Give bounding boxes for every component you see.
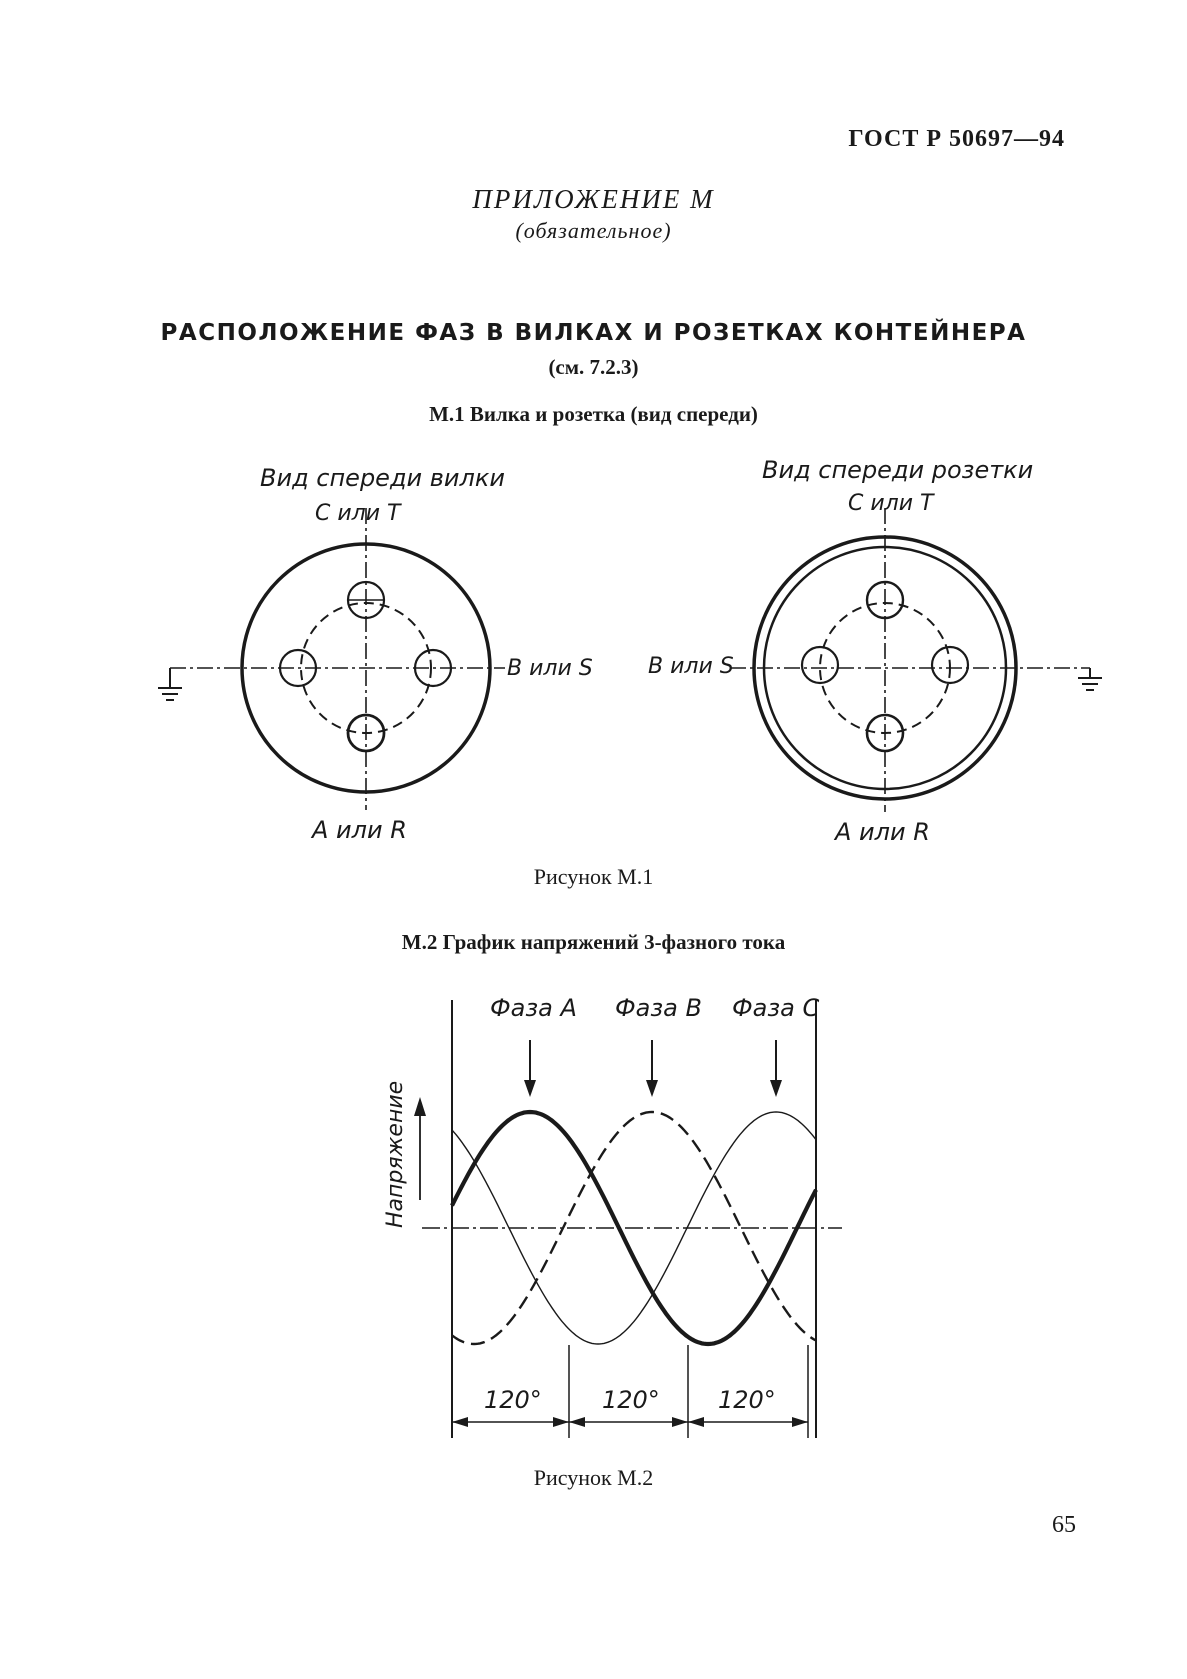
plug-top-label: С или Т xyxy=(315,501,401,526)
section2-heading: М.2 График напряжений 3-фазного тока xyxy=(401,930,786,954)
socket-title: Вид спереди розетки xyxy=(762,456,1034,484)
phase-b-pointer-head xyxy=(646,1080,658,1097)
document-number: ГОСТ Р 50697—94 xyxy=(848,126,1065,152)
socket-left-label: В или S xyxy=(648,654,734,679)
appendix-title: ПРИЛОЖЕНИЕ М xyxy=(472,184,715,214)
figure2-caption: Рисунок М.2 xyxy=(533,1465,654,1490)
plug-ground-icon xyxy=(158,668,182,700)
socket-top-label: С или Т xyxy=(848,491,934,516)
socket-diagram xyxy=(730,508,1102,812)
socket-ground-icon xyxy=(1078,668,1102,690)
phase-c-label: Фаза С xyxy=(732,994,820,1022)
main-reference: (см. 7.2.3) xyxy=(548,355,639,379)
y-arrow-head xyxy=(414,1097,426,1116)
page-number: 65 xyxy=(1052,1512,1076,1538)
plug-right-label: В или S xyxy=(507,656,593,681)
phase-a-label: Фаза А xyxy=(490,994,577,1022)
figure1-caption: Рисунок М.1 xyxy=(533,864,654,889)
voltage-graph xyxy=(414,1000,842,1438)
main-title: РАСПОЛОЖЕНИЕ ФАЗ В ВИЛКАХ И РОЗЕТКАХ КОНТЕЙНЕРА xyxy=(160,320,1027,346)
plug-bottom-label: А или R xyxy=(312,816,407,844)
section1-heading: М.1 Вилка и розетка (вид спереди) xyxy=(429,402,758,426)
phase-b-label: Фаза В xyxy=(615,994,702,1022)
interval-label-1: 120° xyxy=(484,1386,542,1414)
appendix-subtitle: (обязательное) xyxy=(515,218,672,243)
phase-a-pointer-head xyxy=(524,1080,536,1097)
y-axis-label: Напряжение xyxy=(383,1080,408,1228)
interval-label-2: 120° xyxy=(602,1386,660,1414)
plug-title: Вид спереди вилки xyxy=(260,464,505,492)
socket-bottom-label: А или R xyxy=(835,818,930,846)
plug-diagram xyxy=(158,508,505,810)
interval-label-3: 120° xyxy=(718,1386,776,1414)
phase-c-pointer-head xyxy=(770,1080,782,1097)
